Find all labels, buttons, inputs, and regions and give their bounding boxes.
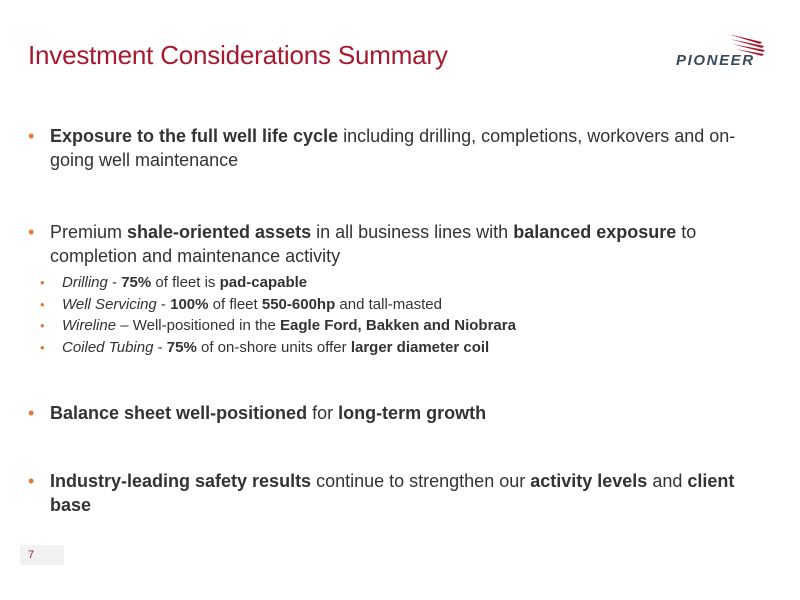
- slide-title: Investment Considerations Summary: [28, 40, 448, 70]
- sub-bullet-item: • Well Servicing - 100% of fleet 550-600hp and tall-masted: [28, 294, 748, 316]
- bullet-dot-icon: •: [28, 126, 35, 146]
- bullet-item: [28, 124, 748, 172]
- sub-bullet-item: • Coiled Tubing - 75% of on-shore units offer larger diameter coil: [28, 337, 748, 359]
- bullet-item: [28, 401, 748, 425]
- logo-text: PIONEER: [676, 52, 755, 69]
- bullet-text: Exposure to the full well life cycle including drilling, completions, workovers and on-going well maintenance: [50, 126, 736, 170]
- bullet-text: Premium shale-oriented assets in all business lines with balanced exposure to completion and maintenance activity: [50, 222, 697, 266]
- bullet-dot-icon: •: [40, 339, 45, 355]
- bullet-item: [28, 220, 748, 268]
- bullet-dot-icon: •: [40, 275, 45, 290]
- bullet-text: Balance sheet well-positioned for long-term growth: [50, 403, 487, 423]
- bullet-list: [28, 124, 748, 517]
- bullet-dot-icon: •: [28, 471, 35, 491]
- bullet-dot-icon: •: [40, 318, 45, 333]
- page-number: 7: [20, 545, 64, 565]
- pioneer-logo: [672, 30, 782, 74]
- bullet-dot-icon: •: [40, 296, 45, 312]
- bullet-dot-icon: •: [28, 403, 35, 423]
- bullet-item: [28, 469, 748, 517]
- sub-bullet-list: [28, 272, 748, 358]
- sub-bullet-item: • Drilling - 75% of fleet is pad-capable: [28, 272, 748, 294]
- sub-bullet-item: • Wireline – Well-positioned in the Eagle Ford, Bakken and Niobrara: [28, 315, 748, 337]
- bullet-text: Industry-leading safety results continue to strengthen our activity levels and client base: [50, 471, 735, 515]
- bullet-dot-icon: •: [28, 222, 35, 242]
